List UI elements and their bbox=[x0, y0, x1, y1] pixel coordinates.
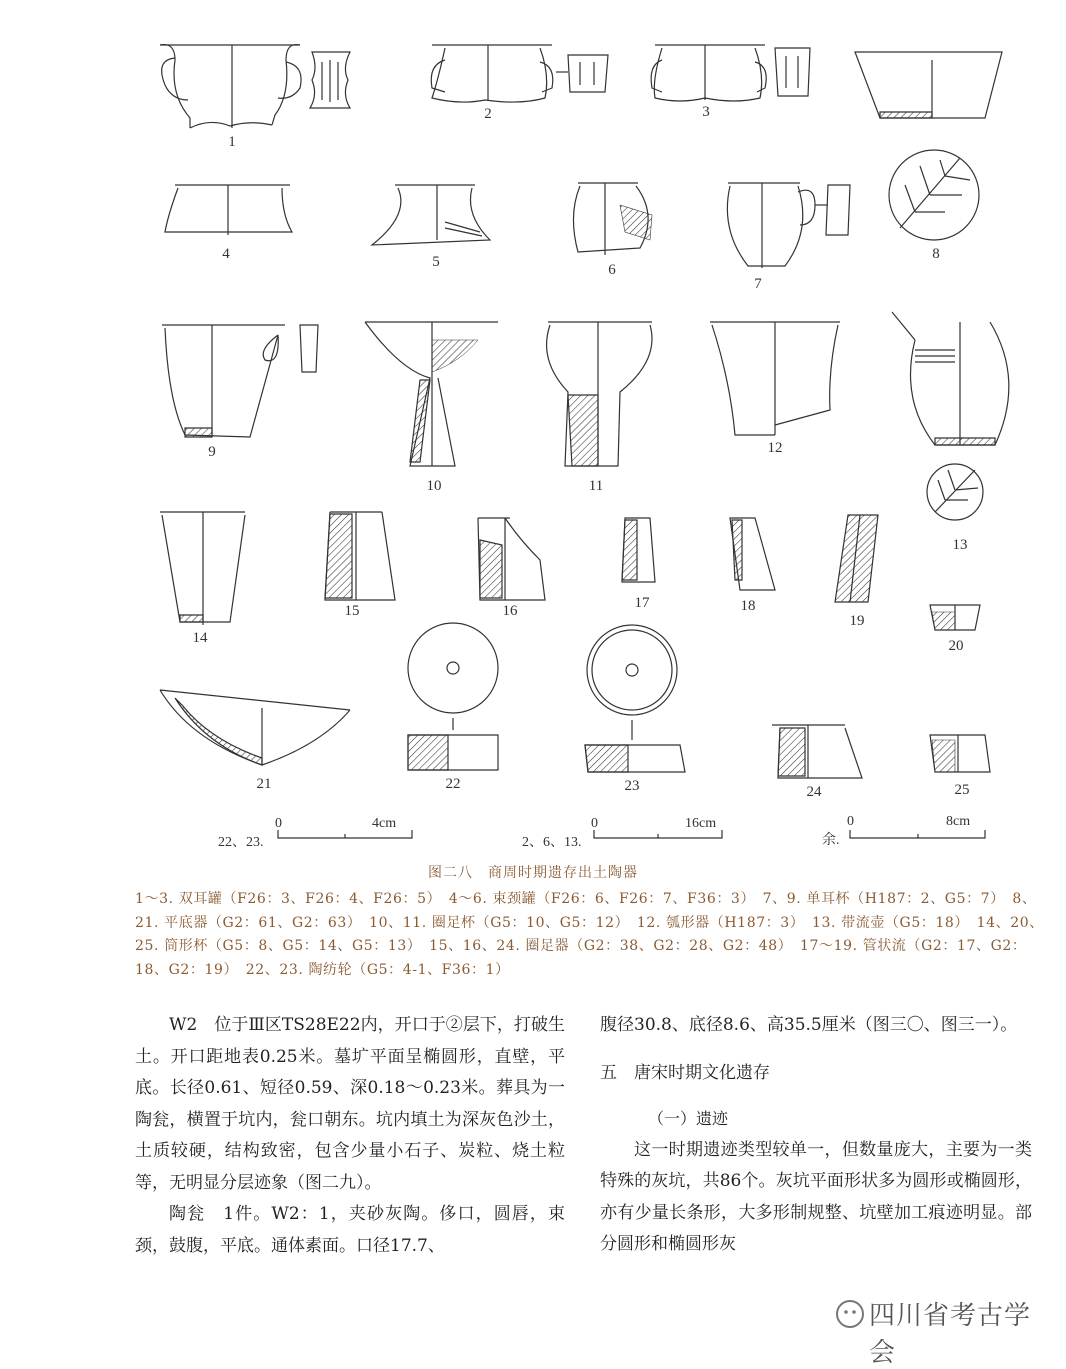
vessel-7-drawing bbox=[727, 183, 850, 268]
figure-label: 3 bbox=[702, 104, 710, 120]
figure-label: 19 bbox=[849, 613, 865, 629]
figure-label: 7 bbox=[754, 276, 762, 292]
scale-end: 4cm bbox=[372, 816, 397, 831]
vessel-2-drawing bbox=[431, 45, 608, 102]
figure-label: 21 bbox=[256, 776, 272, 792]
figure-label: 17 bbox=[634, 595, 650, 611]
scale-prefix: 22、23. bbox=[218, 835, 264, 850]
vessel-1-drawing bbox=[160, 45, 350, 128]
vessel-19-drawing bbox=[835, 515, 878, 602]
vessel-18-drawing bbox=[730, 518, 775, 590]
scale-zero: 0 bbox=[591, 816, 598, 831]
figure-label: 22 bbox=[445, 776, 461, 792]
figure-caption: 图二八 商周时期遗存出土陶器 bbox=[428, 865, 638, 881]
vessel-13-drawing bbox=[892, 312, 1009, 520]
figure-label: 15 bbox=[344, 603, 360, 619]
vessel-24-drawing bbox=[772, 725, 862, 778]
figure-label: 10 bbox=[426, 478, 442, 494]
vessel-15-drawing bbox=[325, 512, 395, 600]
figure-label: 8 bbox=[932, 246, 940, 262]
spindle-whorl-22-drawing bbox=[408, 623, 498, 770]
figure-label: 23 bbox=[624, 778, 640, 794]
spindle-whorl-23-drawing bbox=[585, 625, 685, 772]
vessel-6-drawing bbox=[573, 183, 652, 255]
figure-label: 4 bbox=[222, 246, 230, 262]
section-title: 五 唐宋时期文化遗存 bbox=[600, 1062, 770, 1083]
vessel-11-drawing bbox=[547, 322, 652, 466]
figure-label: 12 bbox=[767, 440, 783, 456]
watermark-text: 四川省考古学会 bbox=[869, 1301, 1032, 1368]
scale-prefix: 2、6、13. bbox=[522, 835, 582, 850]
scale-bar-8cm bbox=[850, 830, 985, 838]
figure-label: 1 bbox=[228, 134, 236, 150]
vessel-9-drawing bbox=[162, 325, 318, 437]
paragraph-jar: 陶瓮 1件。W2：1，夹砂灰陶。侈口，圆唇，束颈，鼓腹，平底。通体素面。口径17.7、 bbox=[135, 1204, 565, 1256]
vessel-8-drawing bbox=[855, 52, 1002, 240]
vessel-14-drawing bbox=[160, 512, 245, 625]
vessel-20-drawing bbox=[930, 605, 980, 630]
paragraph-jar-continued: 腹径30.8、底径8.6、高35.5厘米（图三〇、图三一）。 bbox=[600, 1015, 1018, 1035]
scale-zero: 0 bbox=[847, 814, 854, 829]
figure-label: 25 bbox=[954, 782, 970, 798]
paragraph-w2: W2 位于Ⅲ区TS28E22内，开口于②层下，打破生土。开口距地表0.25米。墓圹平面呈椭圆形，直壁，平底。长径0.61、短径0.59、深0.18～0.23米。葬具为一陶瓮，横置于坑内，瓮口朝东。坑内填土为深灰色沙土，土质较硬，结构致密，包含少量小石子、炭粒、烧土粒等，无明显分层迹象（图二九）。 bbox=[135, 1015, 565, 1193]
figure-label: 9 bbox=[208, 444, 216, 460]
figure-label: 16 bbox=[502, 603, 518, 619]
vessel-4-drawing bbox=[165, 185, 292, 235]
scale-end: 8cm bbox=[946, 814, 971, 829]
vessel-21-drawing bbox=[160, 690, 350, 765]
figure-label: 5 bbox=[432, 254, 440, 270]
vessel-3-drawing bbox=[651, 45, 810, 101]
wechat-icon bbox=[835, 1299, 865, 1329]
vessel-17-drawing bbox=[622, 518, 655, 582]
paragraph-features: 这一时期遗迹类型较单一，但数量庞大，主要为一类特殊的灰坑，共86个。灰坑平面形状多为圆形或椭圆形，亦有少量长条形，大多形制规整、坑壁加工痕迹明显。部分圆形和椭圆形灰 bbox=[600, 1139, 1032, 1254]
vessel-12-drawing bbox=[710, 322, 840, 435]
figure-label: 14 bbox=[192, 630, 208, 646]
figure-legend: 1～3. 双耳罐（F26：3、F26：4、F26：5） 4～6. 束颈罐（F26：6、F26：7、F36：3） 7、9. 单耳杯（H187：2、G5：7） 8、21. 平底器（G2：61、G2：63） 10、11. 圈足杯（G5：10、G5：12） 12. 瓠形器（H187：3） 13. 带流壶（G5：18） 14、20、25. 筒形杯（G5：8、G5：14、G5：13） 15、16、24. 圈足器（G2：38、G2：28、G2：48） 17～19. 管状流（G2：17、G2：18、G2：19） 22、23. 陶纺轮（G5：4-1、F36：1） bbox=[135, 891, 1044, 978]
watermark bbox=[835, 1287, 1035, 1368]
left-text-column bbox=[135, 1010, 565, 1262]
vessel-16-drawing bbox=[478, 518, 545, 600]
scale-zero: 0 bbox=[275, 816, 282, 831]
figure-label: 20 bbox=[948, 638, 964, 654]
figure-label: 13 bbox=[952, 537, 968, 553]
vessel-5-drawing bbox=[372, 185, 490, 245]
scale-end: 16cm bbox=[685, 816, 717, 831]
figure-label: 24 bbox=[806, 784, 822, 800]
subsection-title: （一）遗迹 bbox=[648, 1109, 729, 1128]
vessel-10-drawing bbox=[365, 322, 498, 466]
figure-label: 18 bbox=[740, 598, 756, 614]
scale-prefix: 余. bbox=[822, 833, 840, 848]
vessel-25-drawing bbox=[930, 735, 990, 772]
figure-label: 6 bbox=[608, 262, 616, 278]
figure-label: 2 bbox=[484, 106, 492, 122]
right-text-column bbox=[600, 1010, 1032, 1261]
figure-label: 11 bbox=[588, 478, 604, 494]
